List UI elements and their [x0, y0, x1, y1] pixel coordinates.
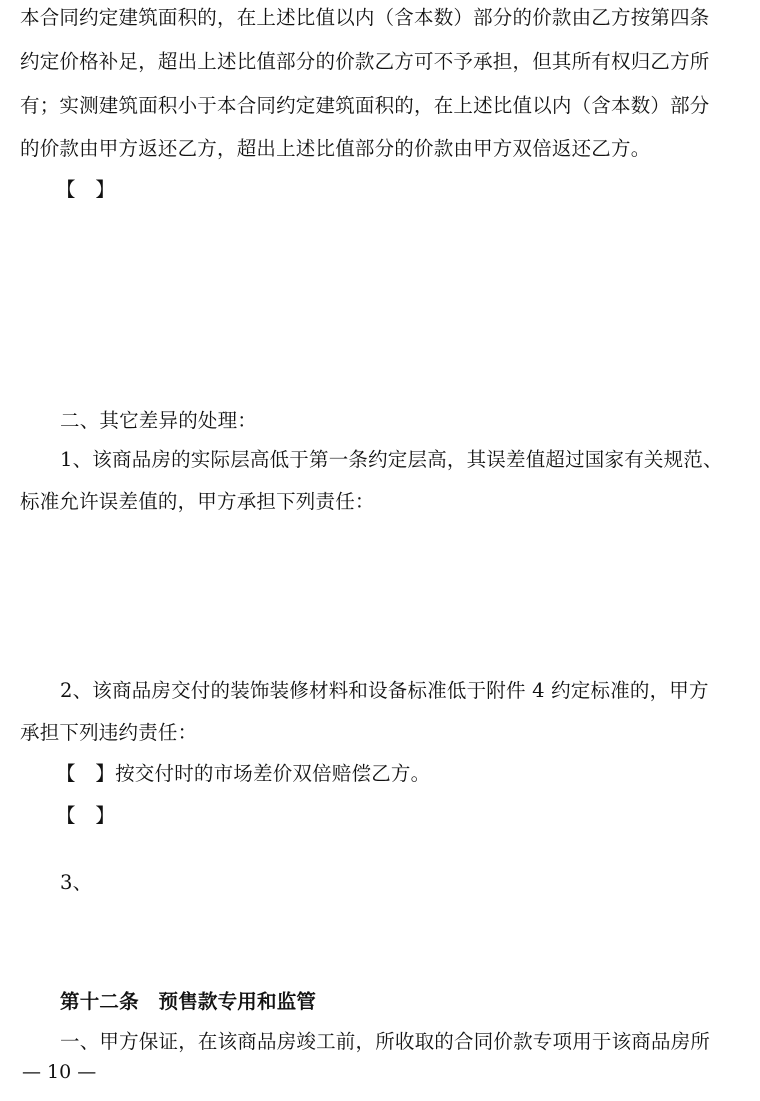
paragraph-line: 标准允许误差值的，甲方承担下列责任： — [20, 490, 375, 513]
option-blank: 【 】 — [56, 178, 116, 201]
section-title: 二、其它差异的处理： — [60, 409, 258, 432]
paragraph-line: 约定价格补足，超出上述比值部分的价款乙方可不予承担，但其所有权归乙方所 — [20, 50, 710, 73]
article-heading: 第十二条 预售款专用和监管 — [60, 990, 317, 1013]
option-blank: 【 】 — [56, 804, 116, 827]
item-number: 3、 — [60, 871, 93, 894]
paragraph-line: 本合同约定建筑面积的，在上述比值以内（含本数）部分的价款由乙方按第四条 — [20, 6, 710, 29]
option-line: 【 】按交付时的市场差价双倍赔偿乙方。 — [56, 762, 431, 785]
paragraph-line: 的价款由甲方返还乙方，超出上述比值部分的价款由甲方双倍返还乙方。 — [20, 137, 651, 160]
paragraph-line: 2、该商品房交付的装饰装修材料和设备标准低于附件 4 约定标准的，甲方 — [60, 679, 709, 702]
paragraph-line: 承担下列违约责任： — [20, 721, 198, 744]
paragraph-line: 1、该商品房的实际层高低于第一条约定层高，其误差值超过国家有关规范、 — [60, 448, 723, 471]
page-number: — 10 — — [22, 1061, 97, 1083]
paragraph-line: 有；实测建筑面积小于本合同约定建筑面积的，在上述比值以内（含本数）部分 — [20, 94, 710, 117]
paragraph-line: 一、甲方保证，在该商品房竣工前，所收取的合同价款专项用于该商品房所 — [60, 1030, 711, 1053]
